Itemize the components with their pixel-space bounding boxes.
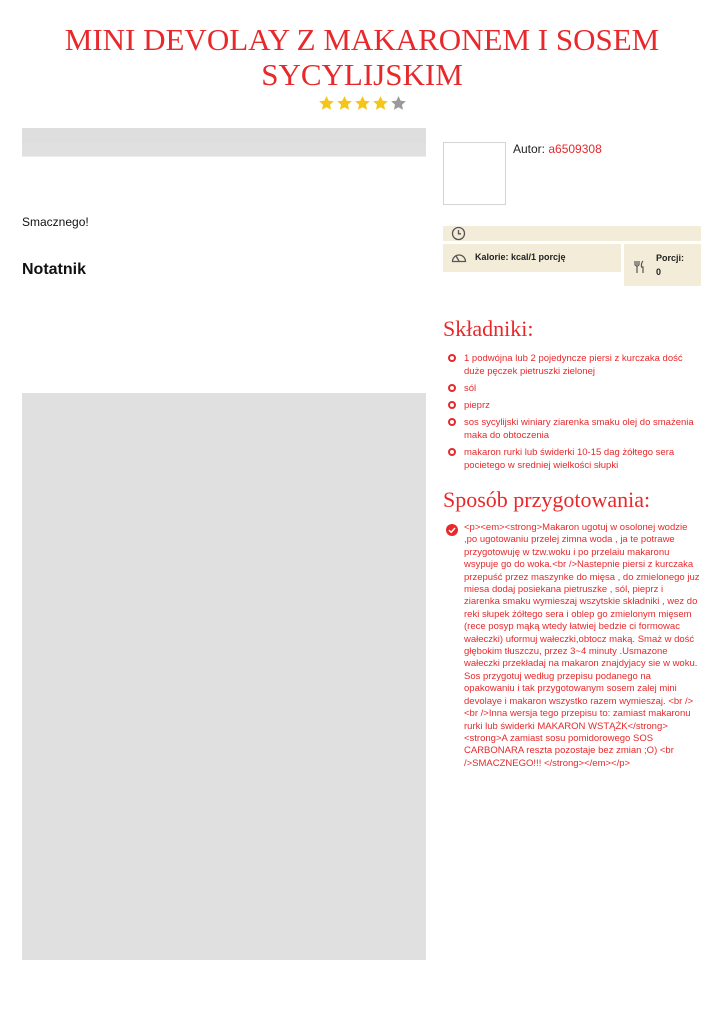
ingredient-item: [443, 446, 701, 472]
star-empty-icon[interactable]: [390, 95, 407, 112]
check-circle-icon: [446, 524, 458, 536]
notebook-heading: Notatnik: [22, 261, 86, 278]
portions-label: Porcji:: [656, 253, 685, 263]
bullet-icon: [448, 418, 456, 426]
star-filled-icon[interactable]: [354, 95, 371, 112]
ingredient-item: [443, 399, 701, 412]
portions-value: 0: [656, 267, 662, 277]
ingredient-item: [443, 382, 701, 395]
avatar[interactable]: [443, 142, 506, 205]
author-link[interactable]: a6509308: [548, 142, 602, 156]
author-label: Autor:: [513, 142, 546, 156]
star-filled-icon[interactable]: [336, 95, 353, 112]
bullet-icon: [448, 448, 456, 456]
calories-text: Kalorie: kcal/1 porcję: [475, 252, 566, 262]
closing-text: Smacznego!: [22, 215, 89, 229]
star-filled-icon[interactable]: [372, 95, 389, 112]
ingredients-heading: Składniki:: [443, 316, 534, 341]
bullet-icon: [448, 401, 456, 409]
star-filled-icon[interactable]: [318, 95, 335, 112]
recipe-title: MINI DEVOLAY Z MAKARONEM I SOSEM SYCYLIJSKIM: [64, 22, 660, 92]
preparation-text: <p><em><strong>Makaron ugotuj w osolonej wodzie ,po ugotowaniu przelej zimna woda , ja te potrawe przygotowuję w tzw.woku i po przelaiu makaronu wsypuje go do woka.<br />Nastepnie piersi z kurczaka przepuść przez maszynke do mięsa , do zmielonego juz miesa dodaj posiekana pietruszke , sól, pieprz i ziarenka smaku wymieszaj wszytskie składniki , wez do reki słupek żółtego sera i oblep go zmielonym mięsem (rece posyp mąką wtedy łatwiej bedzie ci formowac wałeczki) uformuj wałeczki,obtocz maką. Smaż w dość głębokim tłuszczu, przez 3~4 minuty .Usmazone wałeczki przekładaj na makaron znajdyjacy sie w woku. Sos przygotuj według przepisu podanego na opakowaniu i tak przygotowanym sosem zalej mini devolaye i makaron wszystko razem wymieszaj. <br /><br />Inna wersja tego przepisu to: zamiast makaronu rurki lub świderki MAKARON WSTĄŻK</strong><strong>A zamiast sosu pomidorowego SOS CARBONARA reszta pozostaje bez zmian ;O) <br />SMACZNEGO!!! </strong></em></p>: [464, 522, 700, 769]
left-column: [22, 128, 426, 960]
ingredient-text: pieprz: [464, 400, 490, 411]
gauge-icon: [451, 251, 467, 263]
portions-box: [624, 244, 701, 286]
ingredient-item: [443, 416, 701, 442]
preparation-heading: Sposób przygotowania:: [443, 487, 651, 512]
ingredient-text: 1 podwójna lub 2 pojedyncze piersi z kurczaka dość duże pęczek pietruszki zielonej: [464, 353, 683, 377]
ingredients-list: [443, 352, 701, 476]
author-line: [513, 142, 602, 156]
content-box: [22, 156, 426, 393]
ingredient-text: makaron rurki lub świderki 10-15 dag żółtego sera pocietego w sredniej wielkości słupki: [464, 447, 675, 471]
ingredient-text: sól: [464, 383, 477, 394]
clock-icon: [451, 226, 466, 241]
bullet-icon: [448, 384, 456, 392]
calories-box: [443, 244, 621, 272]
image-placeholder-bar: [22, 128, 426, 142]
ingredient-item: [443, 352, 701, 378]
bullet-icon: [448, 354, 456, 362]
time-bar: [443, 226, 701, 241]
cutlery-icon: [633, 260, 645, 274]
rating-stars[interactable]: [0, 95, 724, 112]
ingredient-text: sos sycylijski winiary ziarenka smaku olej do smażenia maka do obtoczenia: [464, 417, 694, 441]
